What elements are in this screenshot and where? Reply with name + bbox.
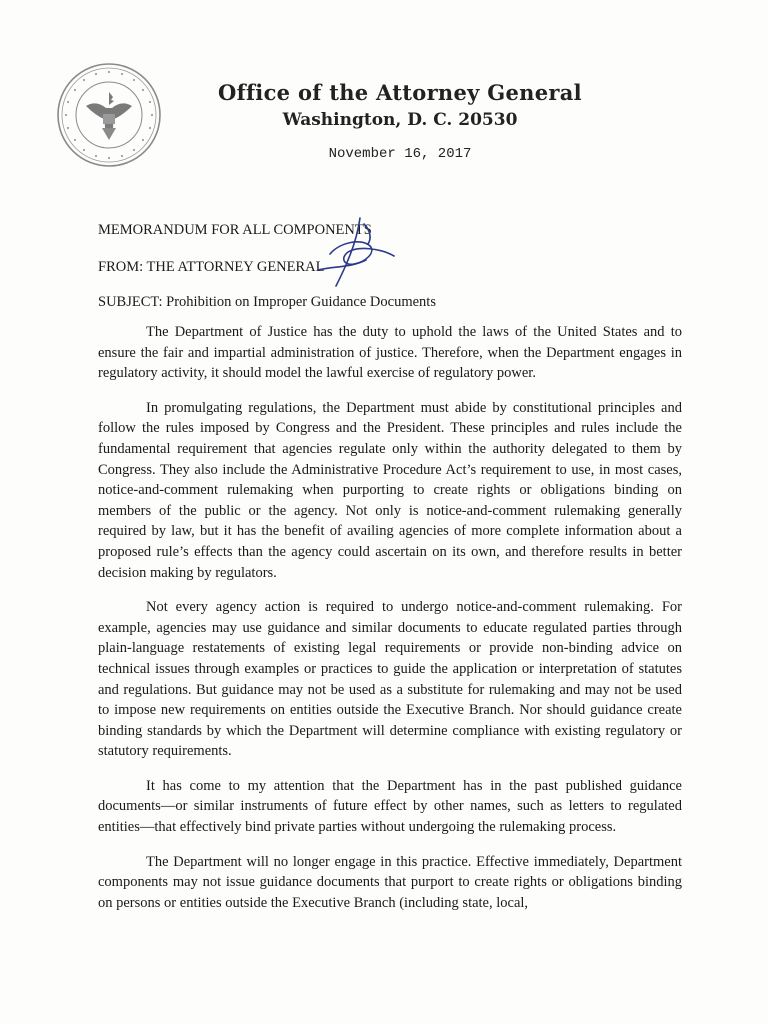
body-paragraph: In promulgating regulations, the Department must abide by constitutional principles and follow the rules imposed by Congress and the President. These principles and rules include the fundamental requirement that agencies regulate only within the authority delegated to them by Congress. They also include the Administrative Procedure Act’s requirement to use, in most cases, notice-and-comment rulemaking when purporting to create rights or obligations binding on members of the public or the agency. Not only is notice-and-comment rulemaking generally required by law, but it has the benefit of availing agencies of more complete information about a proposed rule’s effects than the agency could ascertain on its own, and therefore results in better decision making by regulators.: [98, 399, 682, 581]
letterhead-city: Washington, D. C. 20530: [282, 110, 518, 130]
body-paragraph: The Department of Justice has the duty to uphold the laws of the United States and to ensure the fair and impartial administration of justice. Therefore, when the Department engages in regulatory activity, it should model the lawful exercise of regulatory power.: [98, 324, 682, 382]
doj-seal-icon: [56, 62, 162, 168]
signature-icon: [300, 212, 410, 292]
body-paragraph: Not every agency action is required to undergo notice-and-comment rulemaking. For example, agencies may use guidance and similar documents to educate regulated parties through plain-language restatements of existing legal requirements or provide non-binding advice on technical issues through examples or practices to guide the application or interpretation of statutes and regulations. But guidance may not be used as a substitute for rulemaking and may not be used to impose new requirements on entities outside the Executive Branch. Nor should guidance create binding standards by which the Department will determine compliance with existing regulatory or statutory requirements.: [98, 599, 682, 760]
letterhead: [200, 80, 600, 162]
memo-subject: SUBJECT: Prohibition on Improper Guidance Documents: [98, 294, 436, 310]
memo-body: [98, 322, 682, 927]
memo-to: MEMORANDUM FOR ALL COMPONENTS: [98, 222, 372, 238]
body-paragraph: The Department will no longer engage in this practice. Effective immediately, Department components may not issue guidance documents that purport to create rights or obligations binding on persons or entities outside the Executive Branch (including state, local,: [98, 853, 682, 911]
memo-from: FROM: THE ATTORNEY GENERAL: [98, 259, 325, 275]
memo-date: November 16, 2017: [328, 146, 472, 162]
body-paragraph: It has come to my attention that the Department has in the past published guidance documents—or similar instruments of future effect by other names, such as letters to regulated entities—that effectively bind private parties without undergoing the rulemaking process.: [98, 777, 682, 836]
letterhead-office: Office of the Attorney General: [218, 80, 582, 105]
